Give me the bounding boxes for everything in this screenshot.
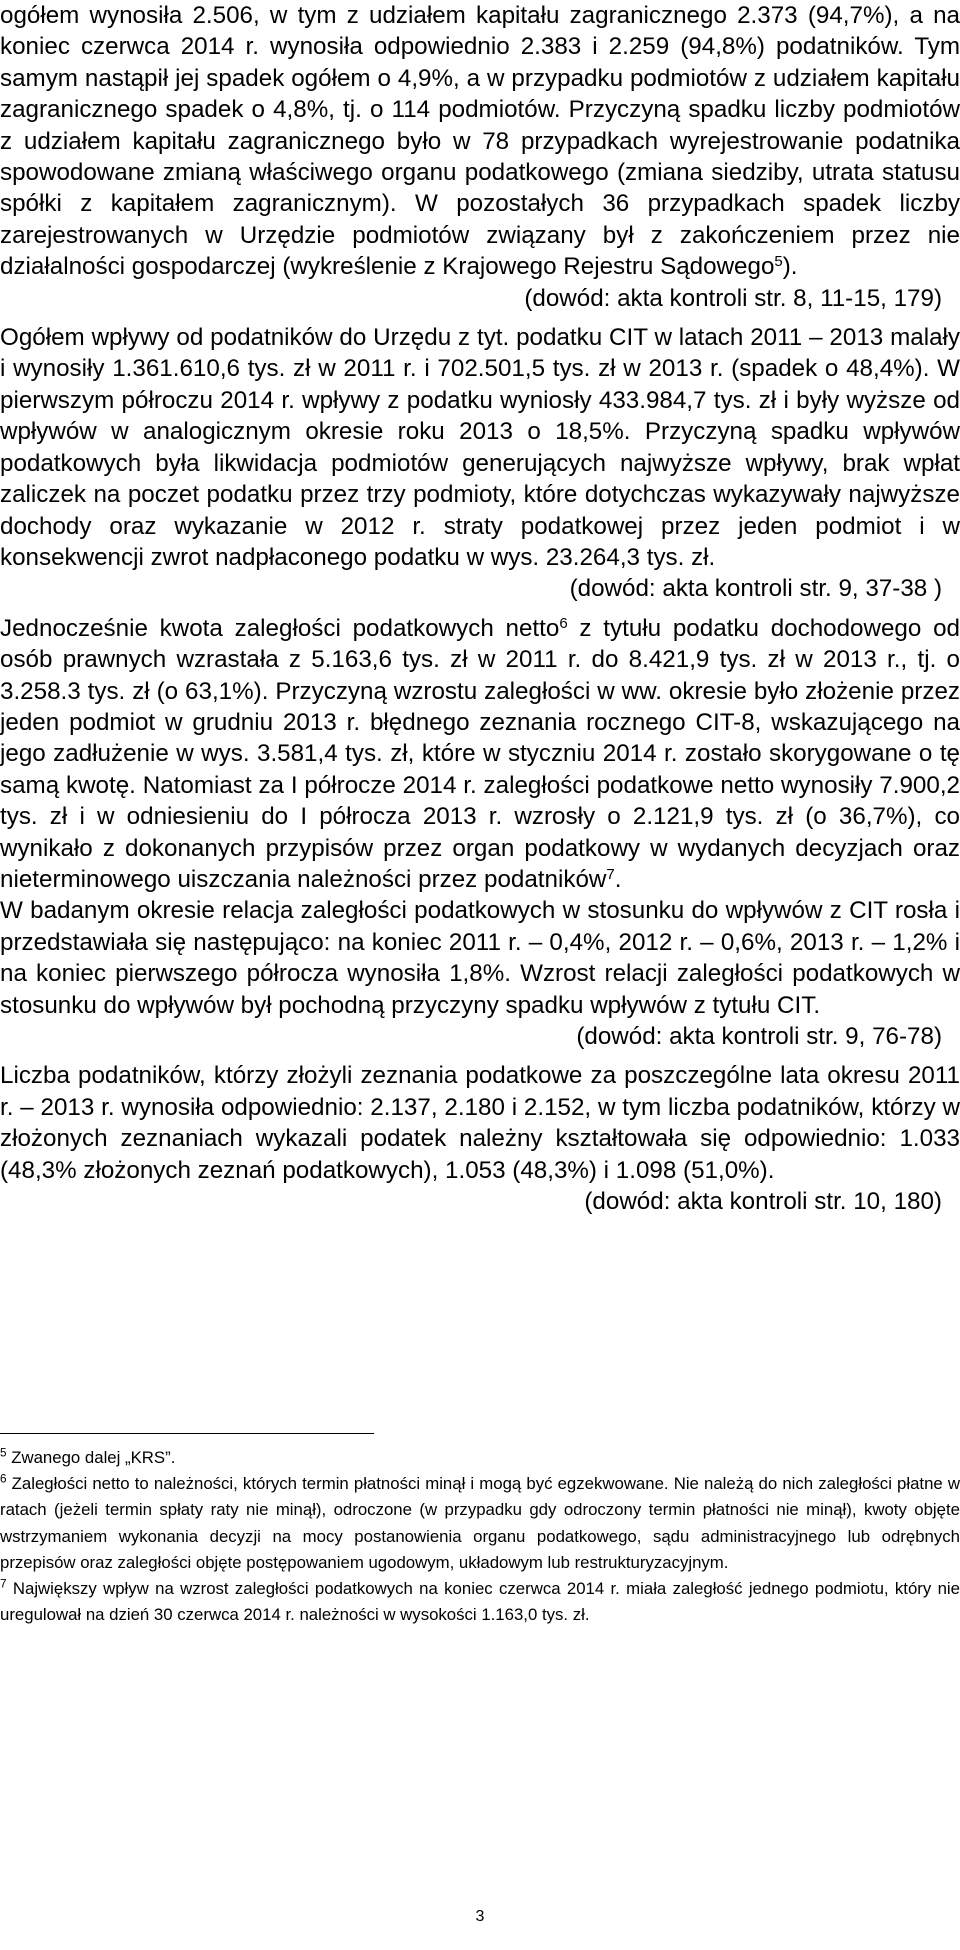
footnote-text: Zwanego dalej „KRS”.: [6, 1448, 176, 1467]
footnotes: [0, 1445, 960, 1628]
evidence-note: (dowód: akta kontroli str. 10, 180): [584, 1188, 942, 1216]
evidence-note: (dowód: akta kontroli str. 9, 76-78): [576, 1023, 942, 1050]
footnote-5: [0, 1445, 960, 1471]
footnote-number: 6: [0, 1472, 7, 1486]
evidence-note: (dowód: akta kontroli str. 9, 37-38 ): [569, 575, 942, 603]
footnote-number: 5: [0, 1446, 7, 1460]
paragraph-text-end: .: [614, 865, 622, 893]
paragraph-ratio: W badanym okresie relacja zaległości podatkowych w stosunku do wpływów z CIT rosła i przedstawiała się następująco: na koniec 2011 r. – 0,4%, 2012 r. – 0,6%, 2013 r. – 1,2% i na koniec pierwszego półrocza wynosiła 1,8%. Wzrost relacji zaległości podatkowych w stosunku do wpływów był pochodną przyczyny spadku wpływów z tytułu CIT.: [0, 897, 960, 1019]
paragraph-arrears: [0, 613, 960, 896]
footnote-separator: [0, 1433, 374, 1434]
footnote-6: [0, 1471, 960, 1576]
footnote-text: Największy wpływ na wzrost zaległości podatkowych na koniec czerwca 2014 r. miała zaległość jednego podmiotu, który nie uregulował na dzień 30 czerwca 2014 r. należności w wysokości 1.163,0 tys. zł.: [0, 1579, 960, 1625]
page-number: 3: [475, 1908, 485, 1925]
paragraph-text-end: ).: [782, 253, 798, 281]
evidence-note: (dowód: akta kontroli str. 8, 11-15, 179): [524, 284, 942, 312]
paragraph-text: ogółem wynosiła 2.506, w tym z udziałem kapitału zagranicznego 2.373 (94,7%), a na koniec czerwca 2014 r. wynosiła odpowiednio 2.383 i 2.259 (94,8%) podatników. Tym samym nastąpił jej spadek ogółem o 4,9%, a w przypadku podmiotów z udziałem kapitału zagranicznego spadek o 4,8%, tj. o 114 podmiotów. Przyczyną spadku liczby podmiotów z udziałem kapitału zagranicznego było w 78 przypadkach wyrejestrowanie podatnika spowodowane zmianą właściwego organu podatkowego (zmiana siedziby, utrata statusu spółki z kapitałem zagranicznym). W pozostałych 36 przypadkach spadek liczby zarejestrowanych w Urzędzie podmiotów związany był z zakończeniem przez nie działalności gospodarczej (wykreślenie z Krajowego Rejestru Sądowego: [0, 2, 960, 281]
paragraph-text: z tytułu podatku dochodowego od osób prawnych wzrastała z 5.163,6 tys. zł w 2011 r. do 8.421,9 tys. zł w 2013 r., tj. o 3.258.3 tys. zł (o 63,1%). Przyczyną wzrostu zaległości w ww. okresie było złożenie przez jeden podmiot w grudniu 2013 r. błędnego zeznania rocznego CIT-8, wskazującego na jego zadłużenie w wys. 3.581,4 tys. zł, które w styczniu 2014 r. zostało skorygowane o tę samą kwotę. Natomiast za I półrocze 2014 r. zaległości podatkowe netto wynosiły 7.900,2 tys. zł i w odniesieniu do I półrocza 2013 r. wzrosły o 2.121,9 tys. zł (o 36,7%), co wynikało z dokonanych przypisów przez organ podatkowy w wydanych decyzjach oraz nieterminowego uiszczania należności przez podatników: [0, 614, 960, 893]
footnote-number: 7: [0, 1577, 7, 1591]
paragraph-taxpayers: Liczba podatników, którzy złożyli zeznania podatkowe za poszczególne lata okresu 2011 r. – 2013 r. wynosiła odpowiednio: 2.137, 2.180 i 2.152, w tym liczba podatników, którzy w złożonych zeznaniach wykazali podatek należny kształtowała się odpowiednio: 1.033 (48,3% złożonych zeznań podatkowych), 1.053 (48,3%) i 1.098 (51,0%).: [0, 1062, 960, 1184]
footnote-ref-6[interactable]: 6: [559, 614, 568, 632]
footnote-ref-7[interactable]: 7: [606, 865, 615, 883]
footnote-7: [0, 1576, 960, 1628]
paragraph-revenue: Ogółem wpływy od podatników do Urzędu z tyt. podatku CIT w latach 2011 – 2013 malały i wynosiły 1.361.610,6 tys. zł w 2011 r. i 702.501,5 tys. zł w 2013 r. (spadek o 48,4%). W pierwszym półroczu 2014 r. wpływy z podatku wyniosły 433.984,7 tys. zł i były wyższe od wpływów w analogicznym okresie roku 2013 o 18,5%. Przyczyną spadku wpływów podatkowych była likwidacja podmiotów generujących najwyższe wpływy, brak wpłat zaliczek na poczet podatku przez trzy podmioty, które dotychczas wykazywały najwyższe dochody oraz wykazanie w 2012 r. straty podatkowej przez jeden podmiot i w konsekwencji zwrot nadpłaconego podatku w wys. 23.264,3 tys. zł.: [0, 324, 960, 571]
footnote-ref-5[interactable]: 5: [774, 253, 783, 270]
footnote-text: Zaległości netto to należności, których termin płatności minął i mogą być egzekwowane. Nie należą do nich zaległości płatne w ratach (jeżeli termin spłaty raty nie minął), odroczone (w przypadku gdy odroczony termin płatności nie minął), kwoty objęte wstrzymaniem wykonania decyzji na mocy postanowienia organu podatkowego, sądu administracyjnego lub odrębnych przepisów oraz zaległości objęte postępowaniem ugodowym, układowym lub restrukturyzacyjnym.: [0, 1474, 960, 1572]
paragraph-subjects: [0, 0, 960, 283]
paragraph-text: Jednocześnie kwota zaległości podatkowych netto: [0, 614, 560, 642]
